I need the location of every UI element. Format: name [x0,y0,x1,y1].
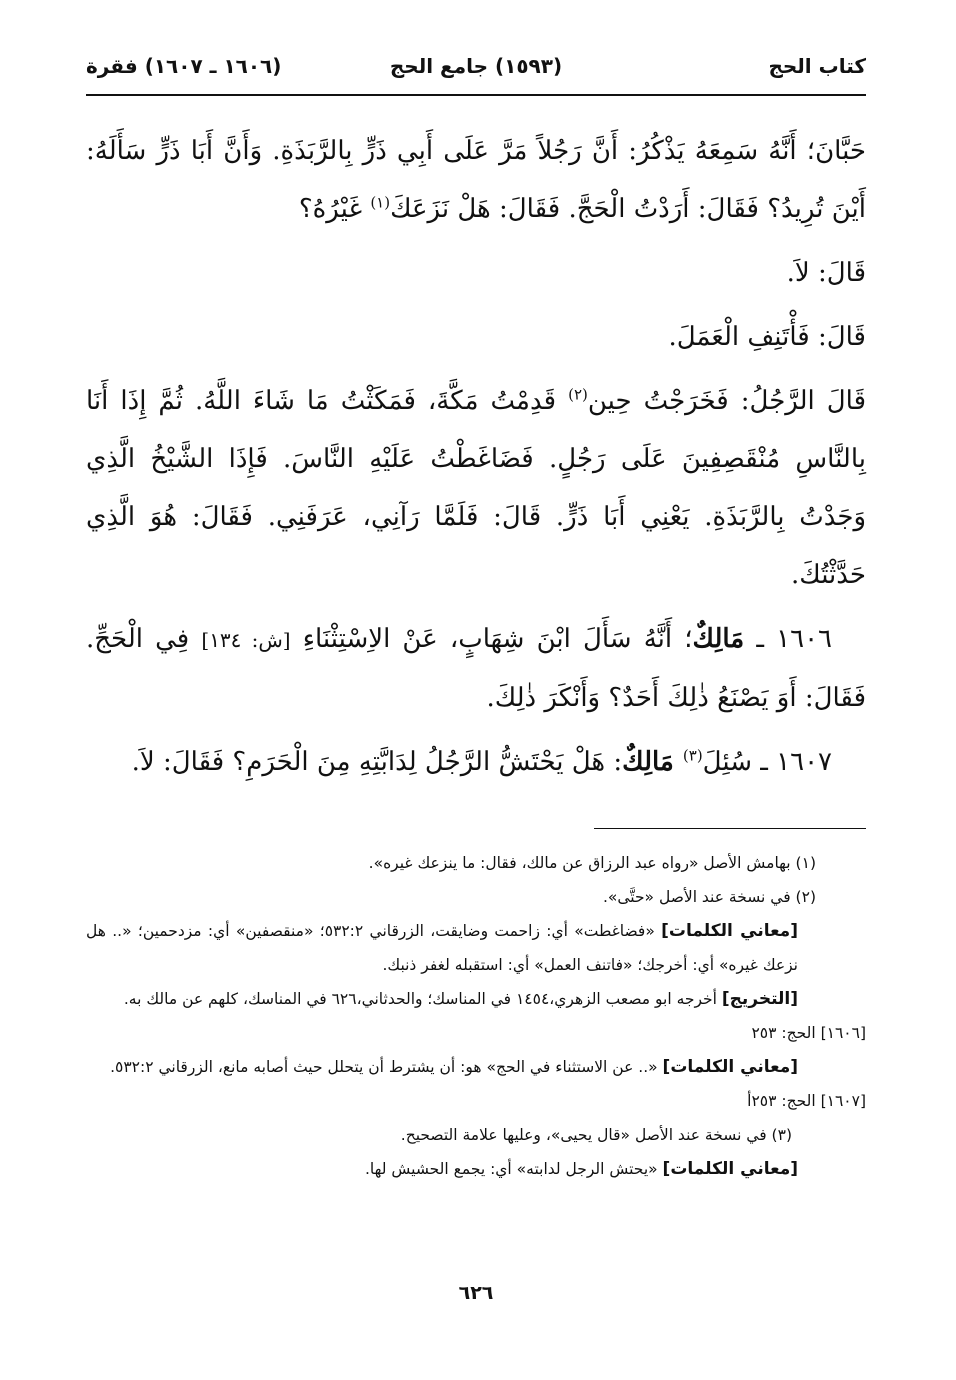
hadith-1607-narrator: مَالِكٌ [622,747,683,777]
paragraph-4 [86,372,866,604]
word-meanings-2-text: «.. عن الاستثناء في الحج» هو: أن يشترط أن يتحلل حيث أصابه مانع، الزرقاني ٥٣٢:٢. [110,1058,663,1076]
footnote-2: (٢) في نسخة عند الأصل «حتَّى». [602,888,816,906]
hadith-1607 [86,733,866,791]
hadith-1606-text-b: فِي الْحَجِّ. فَقَالَ: أَوَ يَصْنَعُ ذٰلِكَ أَحَدٌ؟ وَأَنْكَرَ ذٰلِكَ. [86,624,866,713]
paragraph-4-text-a: قَالَ الرَّجُلُ: فَخَرَجْتُ حِين [587,386,866,416]
reference-1606: [١٦٠٦] الحج: ٢٥٣ [751,1024,866,1042]
word-meanings-1-text: «فضاغطت» أي: زاحمت وضايقت، الزرقاني ٥٣٢:٢؛ «منقصفين» أي: مزدحمين؛ «.. هل نزعك غيره» أي: أخرجك؛ «فاتنف العمل» أي: استقبله لغفر ذنبك. [86,922,798,974]
hadith-1607-number: ١٦٠٧ ـ سُئِلَ [702,747,832,777]
reference-1607: [١٦٠٧] الحج: ٢٥٣أ [747,1092,866,1110]
footnote-3: (٣) في نسخة عند الأصل «قال يحيى»، وعليها علامة التصحيح. [400,1126,792,1144]
takhrij-label: [التخريج] [721,989,798,1009]
footnotes [86,846,866,1186]
hadith-1606-number: ١٦٠٦ ـ [744,624,833,654]
paragraph-1-text-a: حَبَّانَ؛ أَنَّهُ سَمِعَهُ يَذْكُرُ: أَنَّ رَجُلاً مَرَّ عَلَى أَبِي ذَرٍّ بِالرَّبَذَةِ. وَأَنَّ أَبَا ذَرٍّ سَأَلَهُ: أَيْنَ تُرِيدُ؟ فَقَالَ: أَرَدْتُ الْحَجَّ. فَقَالَ: هَلْ نَزَعَكَ [86,136,866,224]
footnote-marker-1: (١) [370,193,391,212]
paragraph-4-text-b: قَدِمْتُ مَكَّةَ، فَمَكَثْتُ مَا شَاءَ اللَّهُ. ثُمَّ إِذَا أَنَا بِالنَّاسِ مُنْقَصِفِينَ عَلَى رَجُلٍ. فَضَاغَطْتُ عَلَيْهِ النَّاسَ. فَإِذَا الشَّيْخُ الَّذِي وَجَدْتُ بِالرَّبَذَةِ. يَعْنِي أَبَا ذَرٍّ. قَالَ: فَلَمَّا رَآنِي، عَرَفَنِي. فَقَالَ: هُوَ الَّذِي حَدَّثْتُكَ. [86,386,866,590]
word-meanings-3-text: «يحتش الرجل لدابته» أي: يجمع الحشيش لها. [364,1160,663,1178]
header-book-title: كتاب الحج [768,54,866,78]
paragraph-1-text-b: غَيْرُهُ؟ [298,194,371,224]
footnote-marker-3: (٣) [682,746,703,765]
header-chapter-title: (١٥٩٣) جامع الحج [389,54,563,78]
header-paragraph-range: (١٦٠٦ ـ ١٦٠٧) فقرة [86,54,282,78]
word-meanings-3 [86,1152,866,1186]
page-number: ٦٢٦ [458,1282,494,1304]
takhrij-note [86,982,866,1016]
word-meanings-1 [86,914,866,982]
word-meanings-2 [86,1050,866,1084]
main-text [86,122,866,797]
header-divider [86,94,866,96]
paragraph-3: قَالَ: فَأْتَنِفِ الْعَمَلَ. [668,322,866,352]
footnote-1: (١) بهامش الأصل «رواه عبد الرزاق عن مالك، فقال: ما ينزعك غيره». [368,854,816,872]
footnote-separator [594,828,866,829]
book-page [86,40,866,1340]
hadith-1607-text: : هَلْ يَحْتَشُّ الرَّجُلُ لِدَابَّتِهِ مِنَ الْحَرَمِ؟ فَقَالَ: لاَ. [131,747,623,777]
paragraph-2: قَالَ: لاَ. [786,258,866,288]
hadith-1606 [86,610,866,727]
footnote-marker-2: (٢) [568,385,588,404]
word-meanings-2-label: [معاني الكلمات] [662,1057,798,1077]
paragraph-1 [86,122,866,238]
hadith-1606-page-ref: [ش: ١٣٤] [201,628,291,652]
hadith-1606-text-a: ؛ أَنَّهُ سَأَلَ ابْنَ شِهَابٍ، عَنْ الاِسْتِثْنَاءِ [290,624,693,654]
running-header [86,54,866,88]
hadith-1606-narrator: مَالِكٌ [692,624,745,654]
word-meanings-1-label: [معاني الكلمات] [661,921,798,941]
takhrij-text: أخرجه ابو مصعب الزهري،١٤٥٤ في المناسك؛ والحدثاني،٦٢٦ في المناسك، كلهم عن مالك به. [123,990,722,1008]
word-meanings-3-label: [معاني الكلمات] [662,1159,798,1179]
